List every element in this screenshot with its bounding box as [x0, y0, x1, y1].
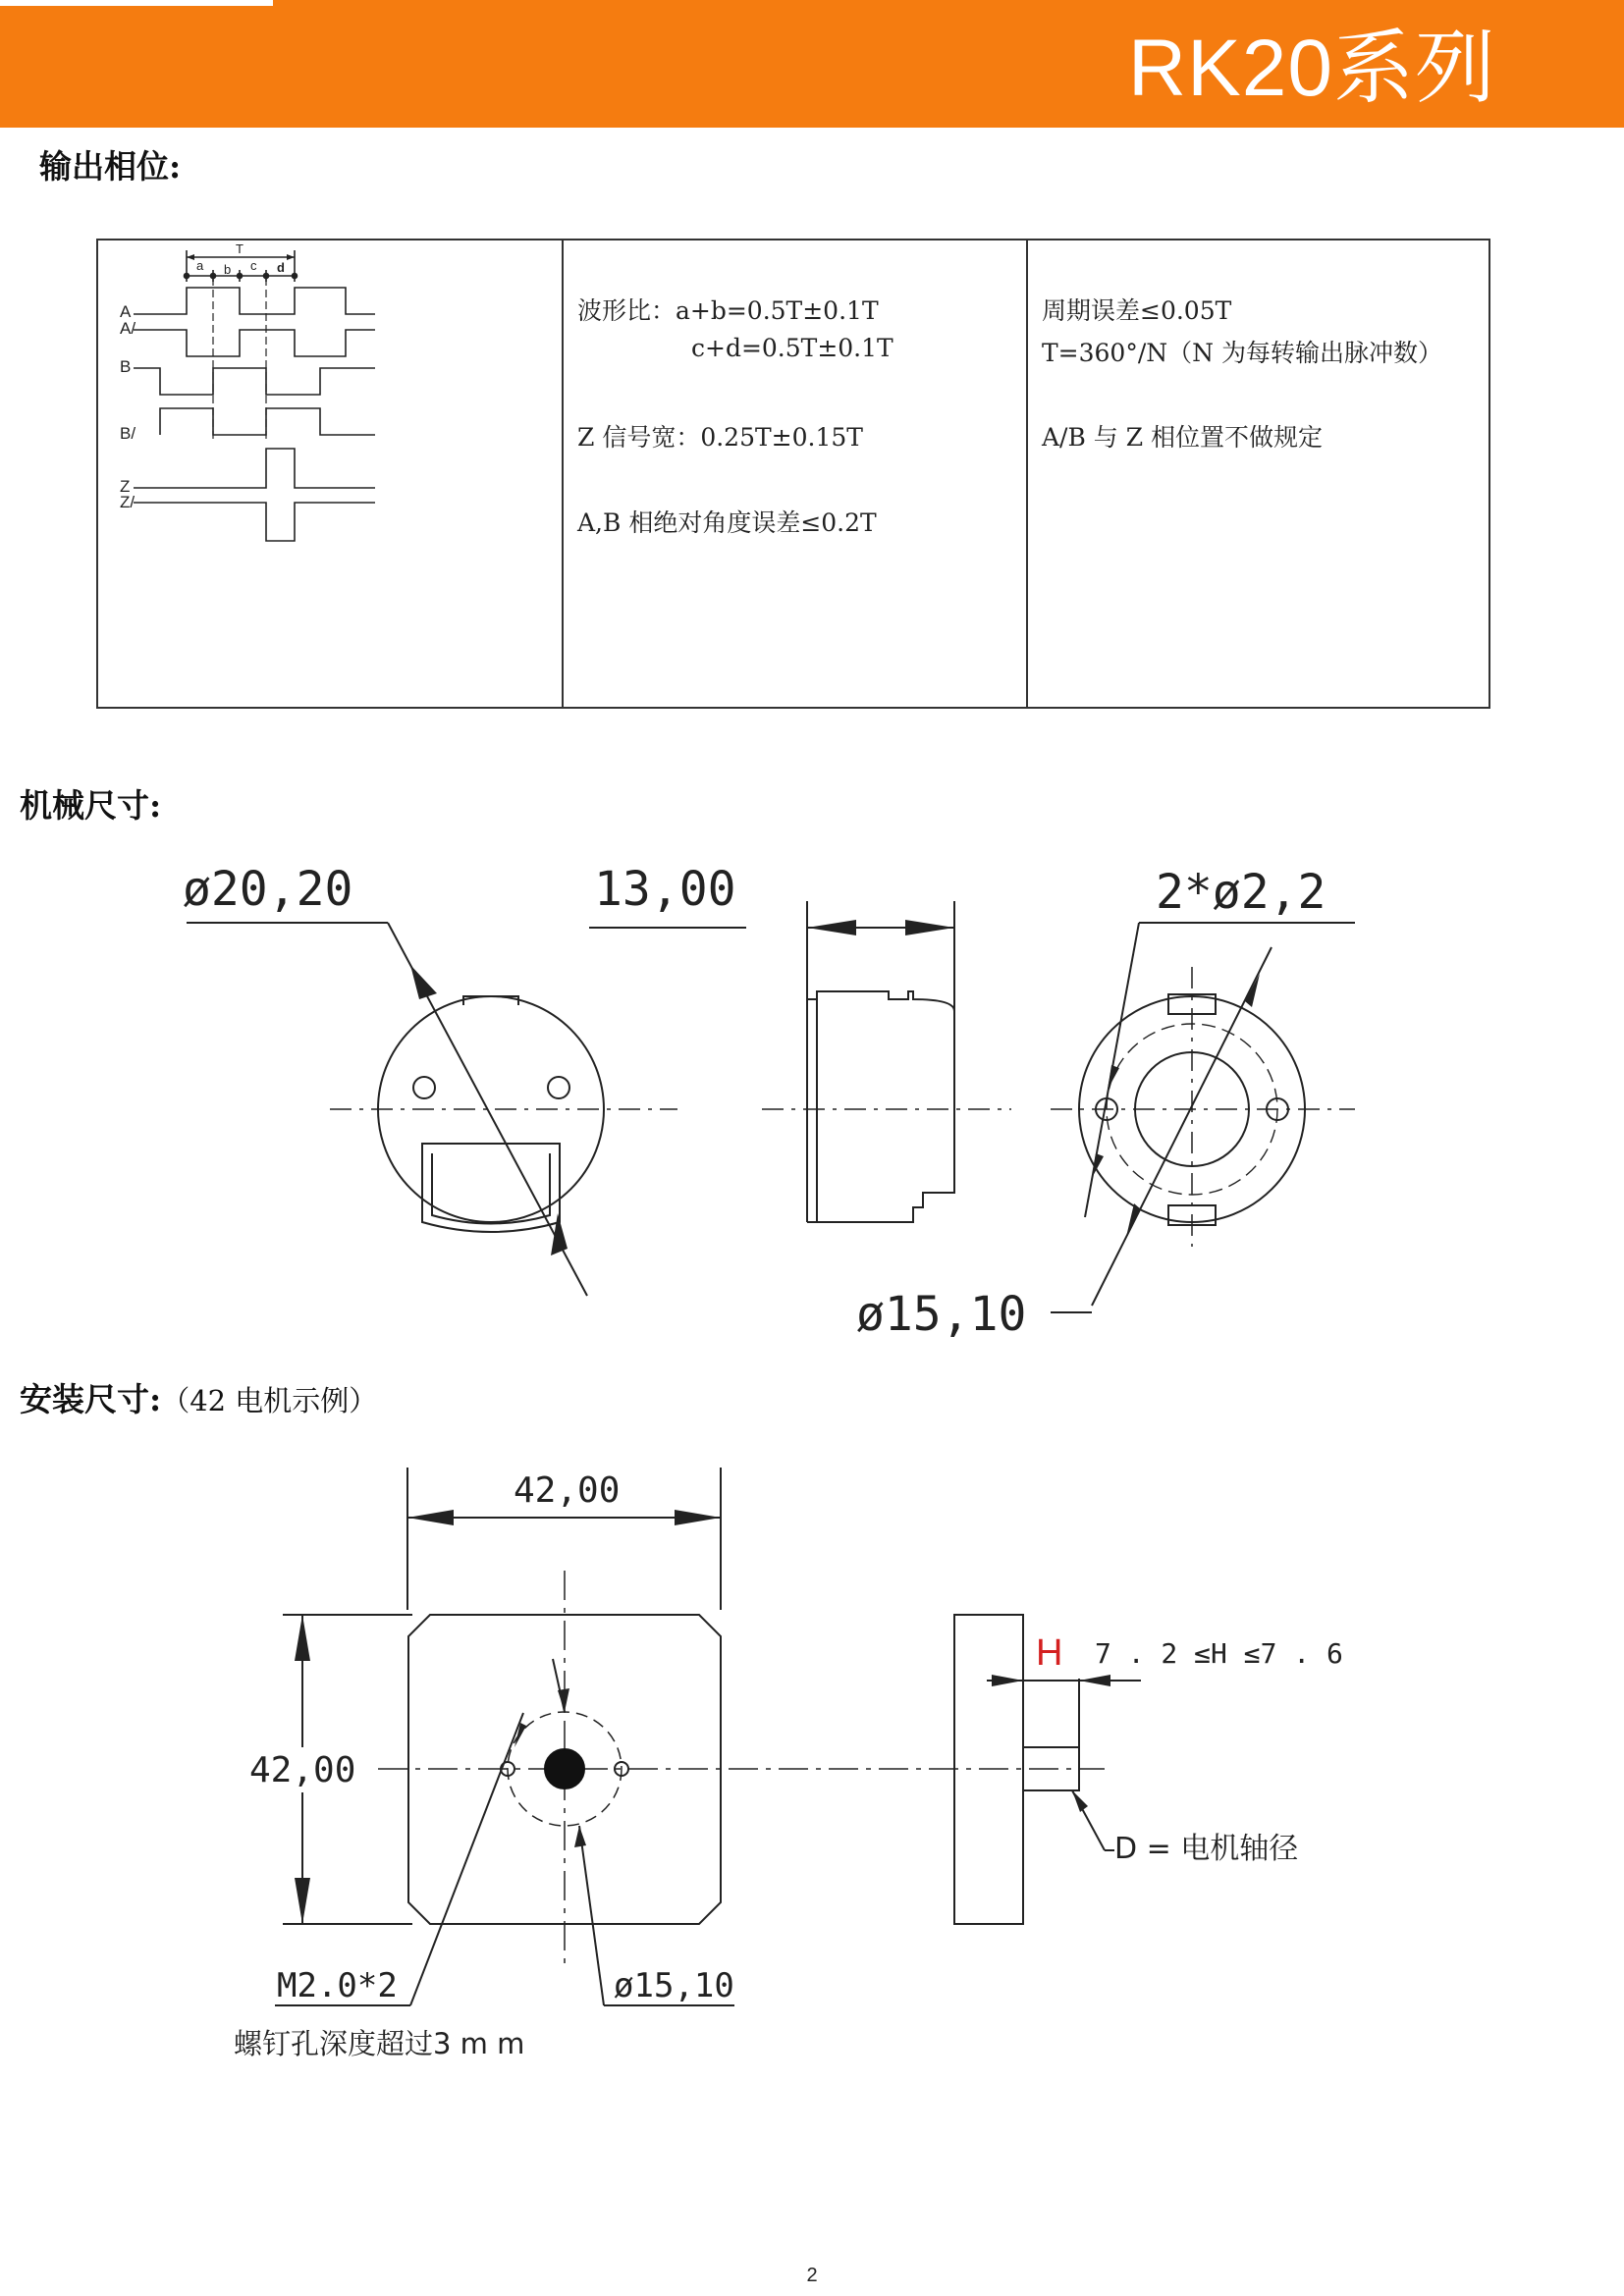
- period-label: T: [236, 241, 244, 256]
- segment-a: a: [196, 258, 204, 273]
- mech-section-heading: 机械尺寸:: [20, 786, 162, 825]
- install-heading-main: 安装尺寸:: [20, 1380, 162, 1418]
- channel-b-inv-label: B/: [120, 424, 136, 443]
- channel-z-inv-label: Z/: [120, 493, 135, 511]
- wave-ratio-line-2: c+d=0.5T±0.1T: [691, 334, 893, 362]
- channel-z-label: Z: [120, 477, 131, 496]
- dim-install-pcd: ø15,10: [614, 1966, 734, 2005]
- ab-angle-error-line: A,B 相绝对角度误差≤0.2T: [577, 508, 877, 537]
- h-symbol: H: [1036, 1632, 1063, 1674]
- dim-height: 42,00: [249, 1750, 356, 1790]
- z-signal-width-line: Z 信号宽：0.25T±0.15T: [577, 423, 863, 452]
- segment-d: d: [277, 260, 285, 275]
- dim-holes: 2*ø2,2: [1156, 865, 1326, 920]
- phase-section-heading: 输出相位:: [39, 147, 182, 186]
- period-formula-line: T=360°/N（N 为每转输出脉冲数）: [1042, 339, 1442, 367]
- screw-depth-note: 螺钉孔深度超过3 m m: [234, 2027, 525, 2060]
- phase-position-note: A/B 与 Z 相位置不做规定: [1042, 423, 1324, 452]
- dim-width: 42,00: [514, 1470, 621, 1511]
- wave-ratio-line-1: 波形比：a+b=0.5T±0.1T: [577, 296, 879, 325]
- period-error-line: 周期误差≤0.05T: [1042, 296, 1232, 325]
- dim-screw: M2.0*2: [277, 1966, 398, 2005]
- install-section-heading: [20, 1374, 377, 1420]
- series-title: RK20系列: [1127, 24, 1496, 113]
- dim-length: 13,00: [594, 862, 736, 917]
- shaft-note: D = 电机轴径: [1114, 1832, 1299, 1866]
- h-range: 7 . 2 ≤H ≤7 . 6: [1095, 1637, 1343, 1670]
- dim-outer-diameter: ø20,20: [183, 862, 353, 917]
- page-number: 2: [806, 2265, 818, 2286]
- channel-a-label: A: [120, 302, 132, 321]
- dim-pcd: ø15,10: [856, 1287, 1027, 1342]
- channel-b-label: B: [120, 357, 132, 376]
- segment-c: c: [250, 258, 257, 273]
- segment-b: b: [224, 262, 232, 277]
- channel-a-inv-label: A/: [120, 319, 136, 338]
- install-heading-note: （42 电机示例）: [161, 1384, 378, 1417]
